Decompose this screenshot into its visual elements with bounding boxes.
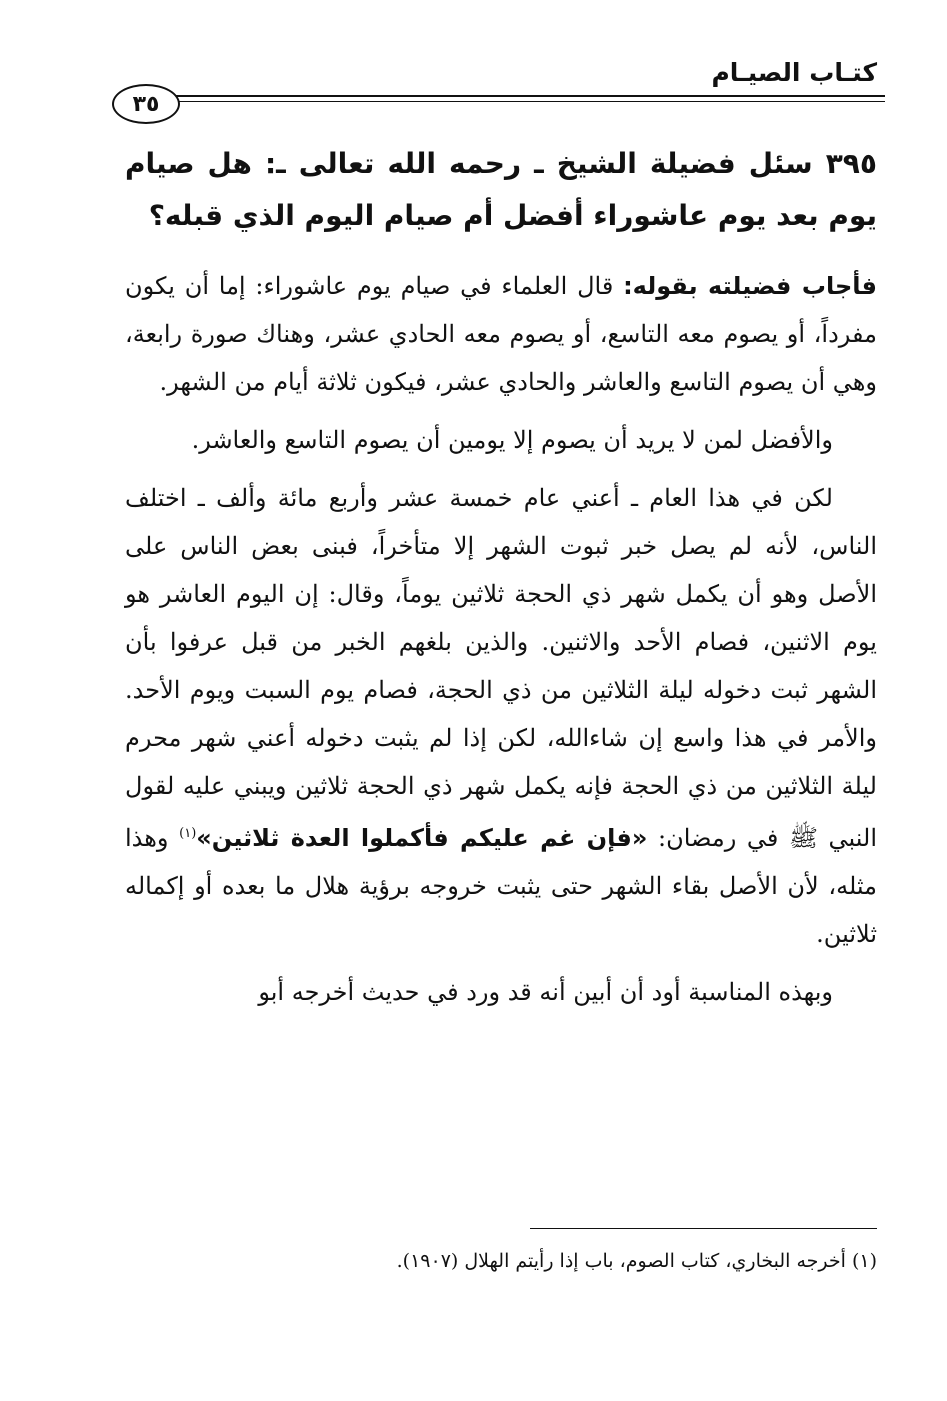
footnote-rule — [530, 1228, 877, 1229]
running-header-title: كتـاب الصيـام — [711, 58, 877, 87]
answer-paragraph-1 — [125, 262, 877, 406]
answer-paragraph-3 — [125, 474, 877, 958]
header-rule-inner — [175, 101, 885, 102]
header-rule — [175, 95, 885, 97]
page-body — [125, 138, 877, 1026]
question-number: ٣٩٥ — [825, 147, 877, 180]
question-text: سئل فضيلة الشيخ ـ رحمه الله تعالى ـ: هل صيام يوم بعد يوم عاشوراء أفضل أم صيام اليوم الذي قبله؟ — [125, 147, 877, 232]
question-block — [125, 138, 877, 242]
answer-intro: فأجاب فضيلته بقوله: — [623, 272, 877, 300]
answer-p1: قال العلماء في صيام يوم عاشوراء: إما أن يكون مفرداً، أو يصوم معه التاسع، أو يصوم معه الحادي عشر، وهناك صورة رابعة، وهي أن يصوم التاسع والعاشر والحادي عشر، فيكون ثلاثة أيام من الشهر. — [125, 272, 877, 396]
answer-paragraph-2: والأفضل لمن لا يريد أن يصوم إلا يومين أن يصوم التاسع والعاشر. — [191, 426, 833, 454]
answer-paragraph-4: وبهذه المناسبة أود أن أبين أنه قد ورد في حديث أخرجه أبو — [258, 978, 833, 1006]
answer-p3: لكن في هذا العام ـ أعني عام خمسة عشر وأربع مائة وألف ـ اختلف الناس، لأنه لم يصل خبر ثبوت الشهر إلا متأخراً، فبنى بعض الناس على الأصل وهو أن يكمل شهر ذي الحجة ثلاثين يوماً، وقال: إن اليوم العاشر هو يوم الاثنين، فصام الأحد والاثنين. والذين بلغهم الخبر من قبل عرفوا بأن الشهر ثبت دخوله ليلة الثلاثين من ذي الحجة، فصام يوم السبت ويوم الأحد. والأمر في هذا واسع إن شاءالله، لكن إذا لم يثبت دخوله أعني شهر محرم ليلة الثلاثين من ذي الحجة فإنه يكمل شهر ذي الحجة ثلاثين ويبني عليه لقول النبي ﷺ في رمضان: — [125, 484, 878, 852]
footnote-reference[interactable]: (١) — [179, 826, 197, 841]
footnote: (١) أخرجه البخاري، كتاب الصوم، باب إذا رأيتم الهلال (١٩٠٧). — [396, 1250, 877, 1272]
hadith-quote: «فإن غم عليكم فأكملوا العدة ثلاثين» — [196, 824, 648, 852]
answer-p3-end: وهذا مثله، لأن الأصل بقاء الشهر حتى يثبت خروجه برؤية هلال ما بعده أو إكماله ثلاثين. — [125, 824, 878, 948]
page-number: ٣٥ — [112, 84, 180, 124]
